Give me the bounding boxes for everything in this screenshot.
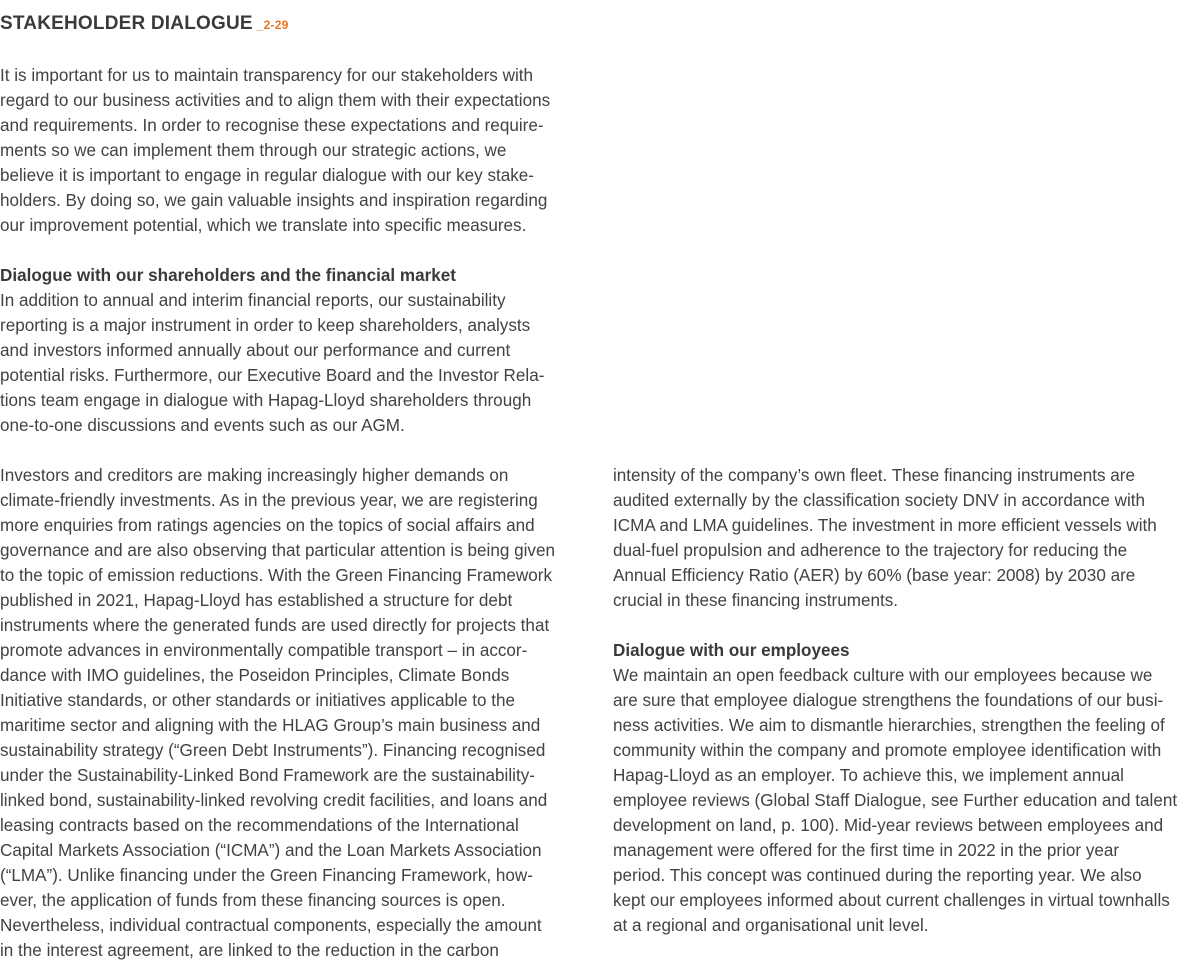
investors-paragraph <box>0 463 555 963</box>
text-line: Initiative standards, or other standards or initiatives applicable to the <box>0 691 515 710</box>
paragraph-gap <box>0 238 550 263</box>
text-line: In addition to annual and interim financial reports, our sustainability <box>0 291 506 310</box>
text-line: (“LMA”). Unlike financing under the Green Financing Framework, how- <box>0 866 533 885</box>
text-line: intensity of the company’s own fleet. These financing instruments are <box>613 466 1135 485</box>
text-line: governance and are also observing that particular attention is being given <box>0 541 555 560</box>
text-line: Capital Markets Association (“ICMA”) and the Loan Markets Association <box>0 841 542 860</box>
text-line: Hapag-Lloyd as an employer. To achieve this, we implement annual <box>613 766 1124 785</box>
text-line: and requirements. In order to recognise these expectations and require- <box>0 116 544 135</box>
text-line: kept our employees informed about current challenges in virtual townhalls <box>613 891 1170 910</box>
text-line: to the topic of emission reductions. With the Green Financing Framework <box>0 566 552 585</box>
text-line: crucial in these financing instruments. <box>613 591 899 610</box>
right-column <box>613 463 1177 938</box>
text-line: development on land, p. 100). Mid-year reviews between employees and <box>613 816 1164 835</box>
text-line: Nevertheless, individual contractual components, especially the amount <box>0 916 542 935</box>
gri-reference: _2-29 <box>256 18 289 32</box>
text-line: management were offered for the first time in 2022 in the prior year <box>613 841 1120 860</box>
text-line: one-to-one discussions and events such as our AGM. <box>0 416 405 435</box>
text-line: at a regional and organisational unit level. <box>613 916 929 935</box>
paragraph-gap <box>613 613 1177 638</box>
text-line: holders. By doing so, we gain valuable insights and inspiration regarding <box>0 191 548 210</box>
text-line: ever, the application of funds from these financing sources is open. <box>0 891 506 910</box>
text-line: promote advances in environmentally compatible transport – in accor- <box>0 641 528 660</box>
employees-paragraph <box>613 663 1177 938</box>
text-line: employee reviews (Global Staff Dialogue, see Further education and talent <box>613 791 1178 810</box>
text-line: ness activities. We aim to dismantle hierarchies, strengthen the feeling of <box>613 716 1165 735</box>
text-line: sustainability strategy (“Green Debt Instruments”). Financing recognised <box>0 741 546 760</box>
text-line: potential risks. Furthermore, our Executive Board and the Investor Rela- <box>0 366 545 385</box>
text-line: ICMA and LMA guidelines. The investment in more efficient vessels with <box>613 516 1157 535</box>
employees-heading: Dialogue with our employees <box>613 641 850 660</box>
shareholders-heading: Dialogue with our shareholders and the financial market <box>0 266 456 285</box>
text-line: It is important for us to maintain transparency for our stakeholders with <box>0 66 533 85</box>
text-line: in the interest agreement, are linked to the reduction in the carbon <box>0 941 499 960</box>
text-line: leasing contracts based on the recommendations of the International <box>0 816 519 835</box>
text-line: believe it is important to engage in regular dialogue with our key stake- <box>0 166 535 185</box>
text-line: our improvement potential, which we translate into specific measures. <box>0 216 527 235</box>
page-title <box>0 13 288 35</box>
text-line: Investors and creditors are making increasingly higher demands on <box>0 466 509 485</box>
intro-paragraph <box>0 63 550 238</box>
text-line: period. This concept was continued during the reporting year. We also <box>613 866 1142 885</box>
text-line: audited externally by the classification society DNV in accordance with <box>613 491 1146 510</box>
text-line: dance with IMO guidelines, the Poseidon Principles, Climate Bonds <box>0 666 510 685</box>
text-line: Annual Efficiency Ratio (AER) by 60% (base year: 2008) by 2030 are <box>613 566 1136 585</box>
text-line: ments so we can implement them through our strategic actions, we <box>0 141 507 160</box>
shareholders-paragraph <box>0 288 550 438</box>
text-line: regard to our business activities and to align them with their expectations <box>0 91 551 110</box>
text-line: climate-friendly investments. As in the previous year, we are registering <box>0 491 538 510</box>
left-column-top <box>0 63 550 438</box>
text-line: community within the company and promote employee identification with <box>613 741 1162 760</box>
text-line: under the Sustainability-Linked Bond Framework are the sustainability- <box>0 766 535 785</box>
text-line: dual-fuel propulsion and adherence to the trajectory for reducing the <box>613 541 1128 560</box>
text-line: instruments where the generated funds are used directly for projects that <box>0 616 550 635</box>
investors-paragraph-continued <box>613 463 1177 613</box>
text-line: maritime sector and aligning with the HLAG Group’s main business and <box>0 716 541 735</box>
text-line: and investors informed annually about our performance and current <box>0 341 511 360</box>
page-title-text: STAKEHOLDER DIALOGUE <box>0 13 253 34</box>
text-line: tions team engage in dialogue with Hapag-Lloyd shareholders through <box>0 391 532 410</box>
left-column-bottom <box>0 463 555 963</box>
text-line: more enquiries from ratings agencies on the topics of social affairs and <box>0 516 535 535</box>
text-line: published in 2021, Hapag-Lloyd has established a structure for debt <box>0 591 513 610</box>
text-line: linked bond, sustainability-linked revolving credit facilities, and loans and <box>0 791 548 810</box>
text-line: We maintain an open feedback culture with our employees because we <box>613 666 1153 685</box>
text-line: are sure that employee dialogue strengthens the foundations of our busi- <box>613 691 1164 710</box>
text-line: reporting is a major instrument in order to keep shareholders, analysts <box>0 316 531 335</box>
